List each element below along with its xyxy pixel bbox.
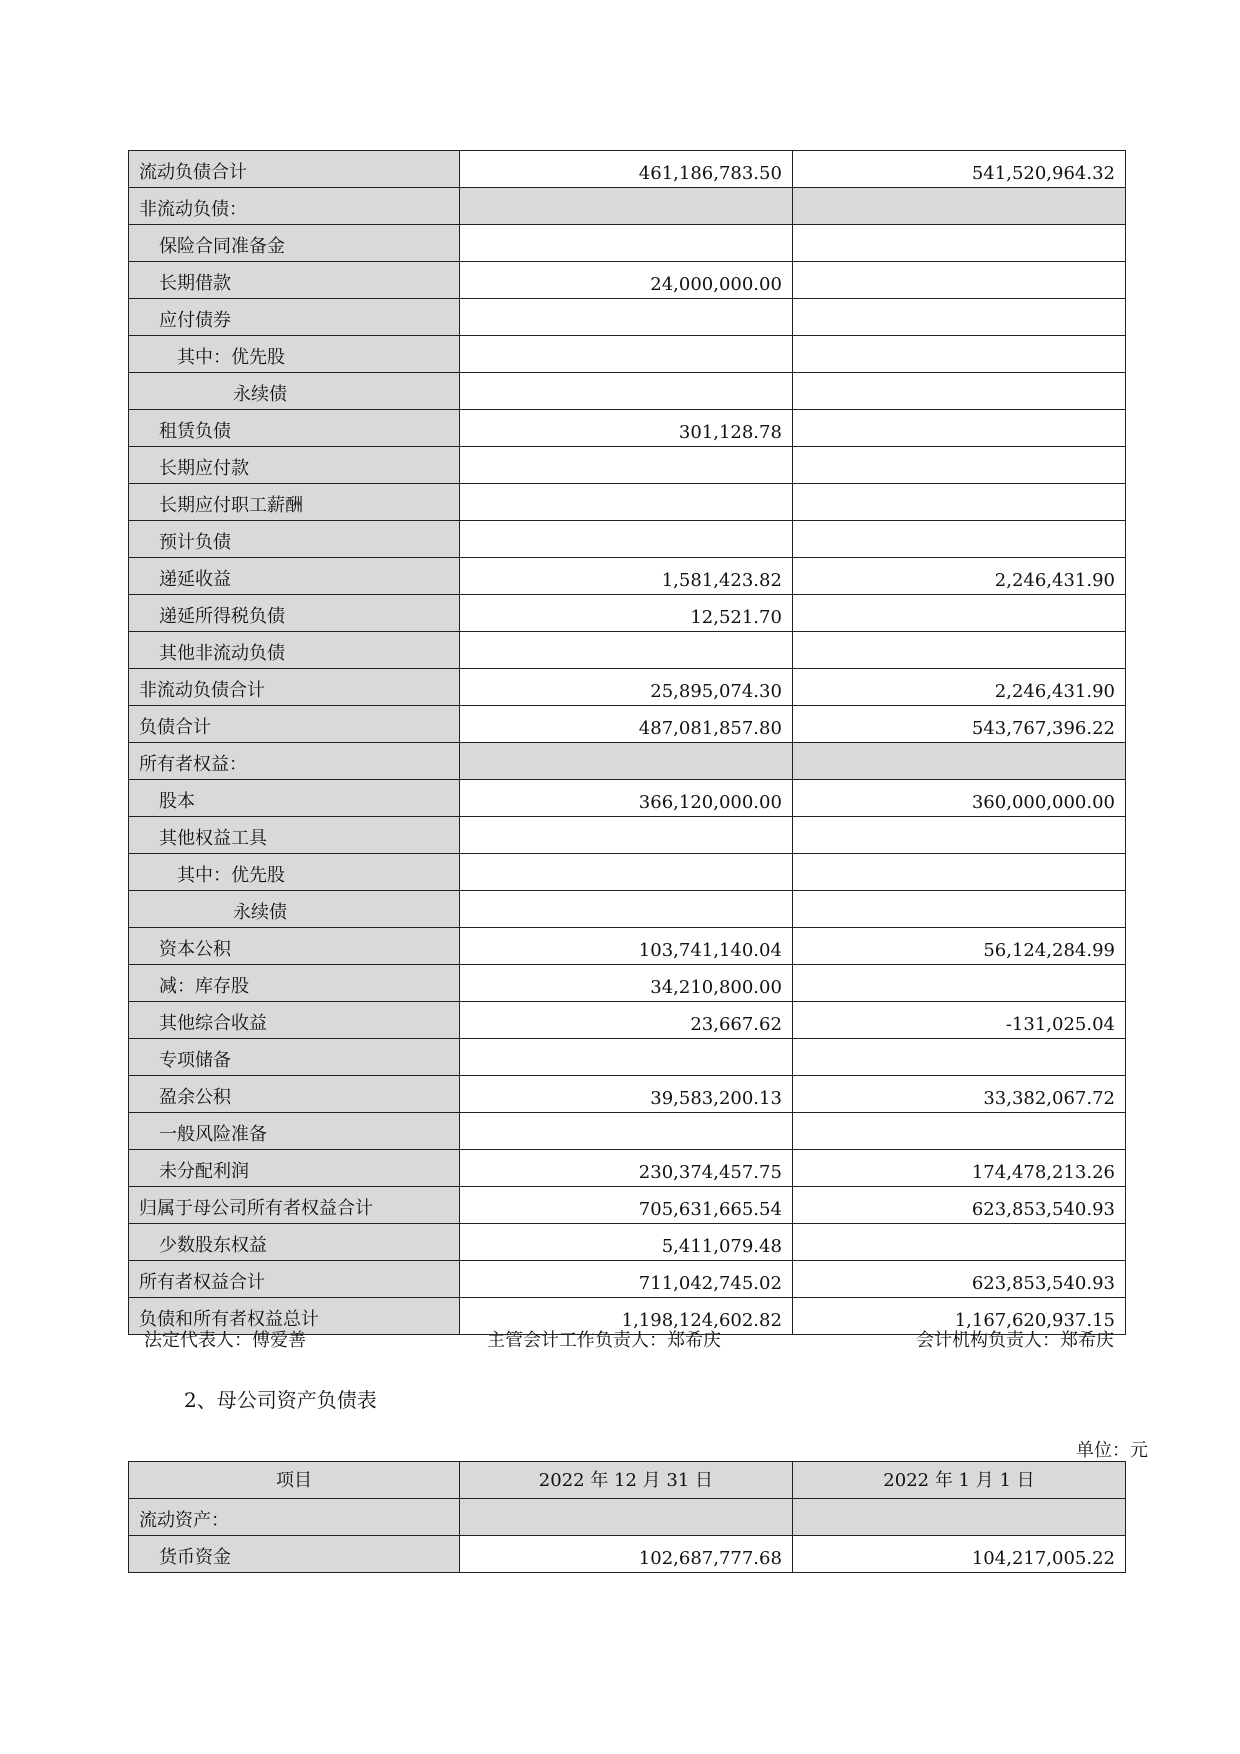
value-prior-period: [792, 1499, 1125, 1536]
row-label: 递延收益: [129, 558, 460, 595]
value-prior-period: 56,124,284.99: [792, 928, 1125, 965]
value-current-period: [459, 299, 792, 336]
table-row: [129, 336, 1126, 373]
row-label: 长期应付职工薪酬: [129, 484, 460, 521]
value-prior-period: 2,246,431.90: [792, 669, 1125, 706]
row-label: 非流动负债：: [129, 188, 460, 225]
value-prior-period: 104,217,005.22: [792, 1536, 1125, 1573]
table-row: [129, 558, 1126, 595]
table-row: [129, 706, 1126, 743]
value-current-period: 103,741,140.04: [459, 928, 792, 965]
table-row: [129, 299, 1126, 336]
value-prior-period: [792, 595, 1125, 632]
row-label: 盈余公积: [129, 1076, 460, 1113]
table-row: [129, 484, 1126, 521]
row-label: 应付债券: [129, 299, 460, 336]
row-label: 其中：优先股: [129, 336, 460, 373]
value-current-period: [459, 373, 792, 410]
accounting-org-head: 会计机构负责人：郑希庆: [916, 1330, 1114, 1351]
value-current-period: 711,042,745.02: [459, 1261, 792, 1298]
row-label: 股本: [129, 780, 460, 817]
table-row: [129, 521, 1126, 558]
row-label: 专项储备: [129, 1039, 460, 1076]
table-row: [129, 854, 1126, 891]
table-row: [129, 669, 1126, 706]
liabilities-equity-table: [128, 150, 1126, 1335]
table-row: [129, 373, 1126, 410]
value-current-period: 1,198,124,602.82: [459, 1298, 792, 1335]
table-row: [129, 410, 1126, 447]
row-label: 递延所得税负债: [129, 595, 460, 632]
table-row: [129, 1076, 1126, 1113]
value-current-period: 39,583,200.13: [459, 1076, 792, 1113]
value-prior-period: 1,167,620,937.15: [792, 1298, 1125, 1335]
value-prior-period: [792, 262, 1125, 299]
row-label: 货币资金: [129, 1536, 460, 1573]
value-current-period: [459, 854, 792, 891]
row-label: 长期应付款: [129, 447, 460, 484]
value-current-period: [459, 1039, 792, 1076]
table-row: [129, 1224, 1126, 1261]
table-row: [129, 1187, 1126, 1224]
row-label: 长期借款: [129, 262, 460, 299]
value-current-period: [459, 1113, 792, 1150]
value-prior-period: [792, 1039, 1125, 1076]
value-current-period: 705,631,665.54: [459, 1187, 792, 1224]
row-label: 一般风险准备: [129, 1113, 460, 1150]
value-current-period: 12,521.70: [459, 595, 792, 632]
header-date-end: 2022 年 12 月 31 日: [459, 1462, 792, 1499]
value-prior-period: [792, 632, 1125, 669]
row-label: 流动资产：: [129, 1499, 460, 1536]
value-current-period: [459, 817, 792, 854]
value-current-period: [459, 188, 792, 225]
value-prior-period: [792, 521, 1125, 558]
value-current-period: [459, 336, 792, 373]
table-row: [129, 1499, 1126, 1536]
row-label: 减：库存股: [129, 965, 460, 1002]
value-prior-period: 360,000,000.00: [792, 780, 1125, 817]
value-prior-period: [792, 447, 1125, 484]
value-prior-period: [792, 336, 1125, 373]
table-row: [129, 780, 1126, 817]
row-label: 流动负债合计: [129, 151, 460, 188]
table-row: [129, 743, 1126, 780]
value-prior-period: 623,853,540.93: [792, 1261, 1125, 1298]
row-label: 负债合计: [129, 706, 460, 743]
unit-label: 单位：元: [1076, 1440, 1148, 1461]
header-date-start: 2022 年 1 月 1 日: [792, 1462, 1125, 1499]
value-prior-period: 174,478,213.26: [792, 1150, 1125, 1187]
value-prior-period: [792, 1224, 1125, 1261]
table-row: [129, 965, 1126, 1002]
value-current-period: 487,081,857.80: [459, 706, 792, 743]
table-row: [129, 1113, 1126, 1150]
value-prior-period: [792, 854, 1125, 891]
table-row: [129, 447, 1126, 484]
value-current-period: 1,581,423.82: [459, 558, 792, 595]
value-prior-period: [792, 373, 1125, 410]
row-label: 其他综合收益: [129, 1002, 460, 1039]
accounting-head: 主管会计工作负责人：郑希庆: [487, 1330, 721, 1351]
row-label: 归属于母公司所有者权益合计: [129, 1187, 460, 1224]
value-current-period: 24,000,000.00: [459, 262, 792, 299]
value-prior-period: 543,767,396.22: [792, 706, 1125, 743]
table-row: [129, 151, 1126, 188]
value-prior-period: [792, 817, 1125, 854]
row-label: 非流动负债合计: [129, 669, 460, 706]
section-title: 2、母公司资产负债表: [184, 1388, 377, 1412]
header-item: 项目: [129, 1462, 460, 1499]
row-label: 其他非流动负债: [129, 632, 460, 669]
value-prior-period: [792, 743, 1125, 780]
value-prior-period: [792, 484, 1125, 521]
value-current-period: 366,120,000.00: [459, 780, 792, 817]
value-prior-period: 2,246,431.90: [792, 558, 1125, 595]
value-prior-period: 33,382,067.72: [792, 1076, 1125, 1113]
value-current-period: 230,374,457.75: [459, 1150, 792, 1187]
value-prior-period: 623,853,540.93: [792, 1187, 1125, 1224]
table-row: [129, 225, 1126, 262]
table-row: [129, 817, 1126, 854]
row-label: 所有者权益合计: [129, 1261, 460, 1298]
table-row: [129, 1039, 1126, 1076]
value-current-period: [459, 891, 792, 928]
value-current-period: 301,128.78: [459, 410, 792, 447]
value-current-period: 102,687,777.68: [459, 1536, 792, 1573]
value-prior-period: [792, 1113, 1125, 1150]
value-prior-period: -131,025.04: [792, 1002, 1125, 1039]
value-prior-period: [792, 965, 1125, 1002]
table-row: [129, 632, 1126, 669]
row-label: 其中：优先股: [129, 854, 460, 891]
value-current-period: [459, 1499, 792, 1536]
parent-balance-sheet-table: [128, 1461, 1126, 1573]
table-row: [129, 1002, 1126, 1039]
table-row: [129, 1150, 1126, 1187]
table-row: [129, 188, 1126, 225]
table-row: [129, 928, 1126, 965]
value-prior-period: [792, 225, 1125, 262]
value-current-period: [459, 484, 792, 521]
value-prior-period: [792, 410, 1125, 447]
value-prior-period: 541,520,964.32: [792, 151, 1125, 188]
row-label: 其他权益工具: [129, 817, 460, 854]
value-prior-period: [792, 188, 1125, 225]
value-current-period: 461,186,783.50: [459, 151, 792, 188]
value-prior-period: [792, 299, 1125, 336]
table-row: [129, 891, 1126, 928]
table-header-row: [129, 1462, 1126, 1499]
value-current-period: [459, 632, 792, 669]
value-current-period: [459, 743, 792, 780]
row-label: 少数股东权益: [129, 1224, 460, 1261]
row-label: 负债和所有者权益总计: [129, 1298, 460, 1335]
value-current-period: [459, 225, 792, 262]
value-current-period: [459, 521, 792, 558]
row-label: 预计负债: [129, 521, 460, 558]
value-prior-period: [792, 891, 1125, 928]
legal-representative: 法定代表人：傅爱善: [144, 1330, 306, 1351]
table-row: [129, 262, 1126, 299]
row-label: 资本公积: [129, 928, 460, 965]
row-label: 所有者权益：: [129, 743, 460, 780]
value-current-period: 5,411,079.48: [459, 1224, 792, 1261]
row-label: 未分配利润: [129, 1150, 460, 1187]
row-label: 永续债: [129, 373, 460, 410]
value-current-period: 23,667.62: [459, 1002, 792, 1039]
table-row: [129, 1261, 1126, 1298]
row-label: 永续债: [129, 891, 460, 928]
row-label: 保险合同准备金: [129, 225, 460, 262]
table-row: [129, 1536, 1126, 1573]
value-current-period: 34,210,800.00: [459, 965, 792, 1002]
row-label: 租赁负债: [129, 410, 460, 447]
value-current-period: [459, 447, 792, 484]
table-row: [129, 595, 1126, 632]
value-current-period: 25,895,074.30: [459, 669, 792, 706]
